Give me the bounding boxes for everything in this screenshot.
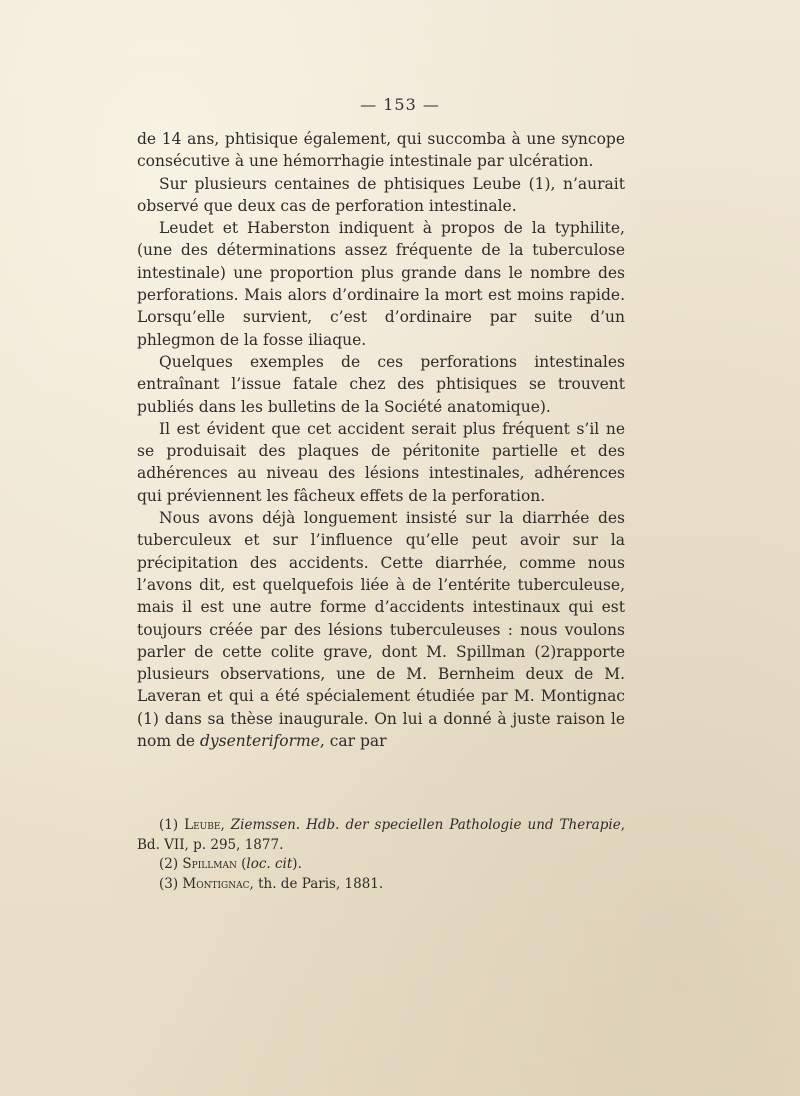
footnote-3-author: Montignac <box>182 875 250 892</box>
footnotes <box>137 816 625 894</box>
footnote-3 <box>137 875 625 895</box>
paragraph-5: Il est évident que cet accident serait plus fréquent s’il ne se produisait des plaques de péritonite partielle et des adhérences au niveau des lésions intestinales, adhérences qui préviennent les fâcheux effets de la perforation. <box>137 419 625 505</box>
footnote-2-title: loc. cit <box>246 856 293 872</box>
paragraph-6-text: Nous avons déjà longuement insisté sur la diarrhée des tuberculeux et sur l’influence qu’elle peut avoir sur la précipitation des accidents. Cette diarrhée, comme nous l’avons dit, est quelquefois liée à de l’entérite tuberculeuse, mais il est une autre forme d’accidents intestinaux qui est toujours créée par des lésions tuberculeuses : nous voulons parler de cette colite grave, dont M. Spillman (2)rapporte plusieurs observations, une de M. Bernheim deux de M. Laveran et qui a été spécialement étudiée par M. Montignac (1) dans sa thèse inaugurale. On lui a donné à juste raison le nom de <box>137 509 625 751</box>
footnote-1-sep: , <box>220 817 231 833</box>
paragraph-6-end: , car par <box>319 732 387 751</box>
paragraph-3: Leudet et Haberston indiquent à propos de la typhilite, (une des déterminations assez fréquente de la tuberculose intestinale) une proportion plus grande dans le nombre des perforations. Mais alors d’ordinaire la mort est moins rapide. Lorsqu’elle survient, c’est d’ordinaire par suite d’un phlegmon de la fosse iliaque. <box>137 219 625 349</box>
paragraph-6-emphasis: dysenteriforme <box>199 732 320 751</box>
footnote-3-rest: th. de Paris, 1881. <box>258 875 384 892</box>
footnote-1-title: Ziemssen. Hdb. der speciellen Pathologie und Therapie <box>230 817 621 833</box>
main-text <box>137 128 625 752</box>
footnote-1 <box>137 816 625 855</box>
paragraph-2: Sur plusieurs centaines de phtisiques Leube (1), n’aurait observé que deux cas de perforation intestinale. <box>137 174 625 215</box>
footnote-2-sep: ( <box>236 856 247 872</box>
footnote-1-rest: , Bd. VII, p. 295, 1877. <box>137 817 625 853</box>
paragraph-6 <box>137 507 625 752</box>
footnote-2-author: Spillman <box>182 856 237 872</box>
footnote-2 <box>137 855 625 875</box>
footnote-1-marker: (1) <box>159 817 185 833</box>
footnote-3-marker: (3) <box>159 875 183 892</box>
page-number: — 153 — <box>360 95 440 114</box>
paragraph-4: Quelques exemples de ces perforations intestinales entraînant l’issue fatale chez des phtisiques se trouvent publiés dans les bulletins de la Société anatomique). <box>137 352 625 416</box>
footnote-2-rest: ). <box>292 856 302 872</box>
footnote-2-marker: (2) <box>159 856 183 872</box>
footnote-3-sep: , <box>249 875 259 892</box>
paragraph-1: de 14 ans, phtisique également, qui succomba à une syncope consécutive à une hémorrhagie intestinale par ulcération. <box>137 130 625 171</box>
footnote-1-author: Leube <box>184 817 221 833</box>
